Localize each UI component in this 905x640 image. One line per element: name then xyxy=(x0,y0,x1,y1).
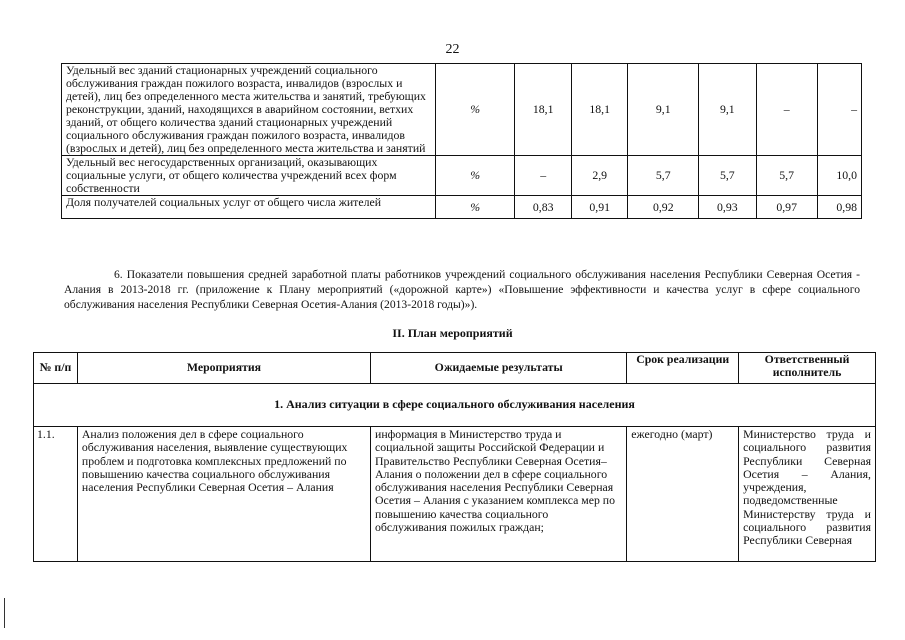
indicator-value: 2,9 xyxy=(571,156,627,196)
indicator-value: 0,91 xyxy=(571,196,627,219)
page-number: 22 xyxy=(445,42,460,57)
indicator-value: 9,1 xyxy=(699,64,756,156)
section-heading: II. План мероприятий xyxy=(392,326,513,340)
indicator-unit: % xyxy=(435,196,515,219)
column-header-results: Ожидаемые результаты xyxy=(371,353,627,384)
body-paragraph: 6. Показатели повышения средней заработной платы работников учреждений социального обслуживания населения Республики Северная Осетия - Алания в 2013-2018 гг. (приложение к Плану мероприятий («дорожной карте») «Повышение эффективности и качества услуг в сфере социального обслуживания населения Республики Северная Осетия-Алания (2013-2018 годы)»). xyxy=(64,268,860,311)
responsible-cell: Министерство труда и социального развития Республики Северная Осетия – Алания, учреждения, подведомственные Министерству труда и социального развития Республики Северная xyxy=(739,427,876,562)
indicator-value: 0,97 xyxy=(756,196,817,219)
indicator-value: 5,7 xyxy=(628,156,699,196)
table-row xyxy=(62,64,862,156)
indicator-value: 18,1 xyxy=(571,64,627,156)
indicator-value: 5,7 xyxy=(699,156,756,196)
indicator-value: 9,1 xyxy=(628,64,699,156)
column-header-term: Срок реализации xyxy=(627,353,739,384)
event-cell: Анализ положения дел в сфере социального обслуживания населения, выявление существующих проблем и подготовка комплексных предложений по повышению качества социального обслуживания населения Республики Северная Осетия – Алания xyxy=(77,427,370,562)
indicator-unit: % xyxy=(435,64,515,156)
indicator-value: 5,7 xyxy=(756,156,817,196)
indicator-value: – xyxy=(817,64,861,156)
indicator-value: 0,93 xyxy=(699,196,756,219)
margin-mark xyxy=(4,598,5,628)
indicators-table xyxy=(61,63,862,219)
indicator-value: 18,1 xyxy=(515,64,571,156)
row-number: 1.1. xyxy=(34,427,78,562)
indicator-value: 0,98 xyxy=(817,196,861,219)
term-cell: ежегодно (март) xyxy=(627,427,739,562)
group-title: 1. Анализ ситуации в сфере социального обслуживания населения xyxy=(34,384,876,427)
indicator-value: 0,92 xyxy=(628,196,699,219)
indicator-value: – xyxy=(515,156,571,196)
table-header-row xyxy=(34,353,876,384)
indicator-value: – xyxy=(756,64,817,156)
indicator-value: 10,0 xyxy=(817,156,861,196)
table-row xyxy=(34,427,876,562)
table-group-row xyxy=(34,384,876,427)
indicator-name: Удельный вес негосударственных организаций, оказывающих социальные услуги, от общего количества учреждений всех форм собственности xyxy=(62,156,436,196)
table-row xyxy=(62,156,862,196)
indicator-name: Удельный вес зданий стационарных учреждений социального обслуживания граждан пожилого возраста, инвалидов (взрослых и детей), лиц без определенного места жительства и занятий, требующих реконструкции, зданий, находящихся в аварийном состоянии, ветхих зданий, от общего количества зданий стационарных учреждений социального обслуживания граждан пожилого возраста, инвалидов (взрослых и детей), лиц без определенного места жительства и занятий xyxy=(62,64,436,156)
indicator-value: 0,83 xyxy=(515,196,571,219)
column-header-responsible: Ответственный исполнитель xyxy=(739,353,876,384)
table-row xyxy=(62,196,862,219)
column-header-num: № п/п xyxy=(34,353,78,384)
results-cell: информация в Министерство труда и социальной защиты Российской Федерации и Правительство Республики Северная Осетия–Алания о положении дел в сфере социального обслуживания населения Республики Северная Осетия – Алания с указанием комплекса мер по повышению качества социального обслуживания пожилых граждан; xyxy=(371,427,627,562)
plan-table xyxy=(33,352,876,562)
indicator-name: Доля получателей социальных услуг от общего числа жителей xyxy=(62,196,436,219)
indicator-unit: % xyxy=(435,156,515,196)
column-header-event: Мероприятия xyxy=(77,353,370,384)
